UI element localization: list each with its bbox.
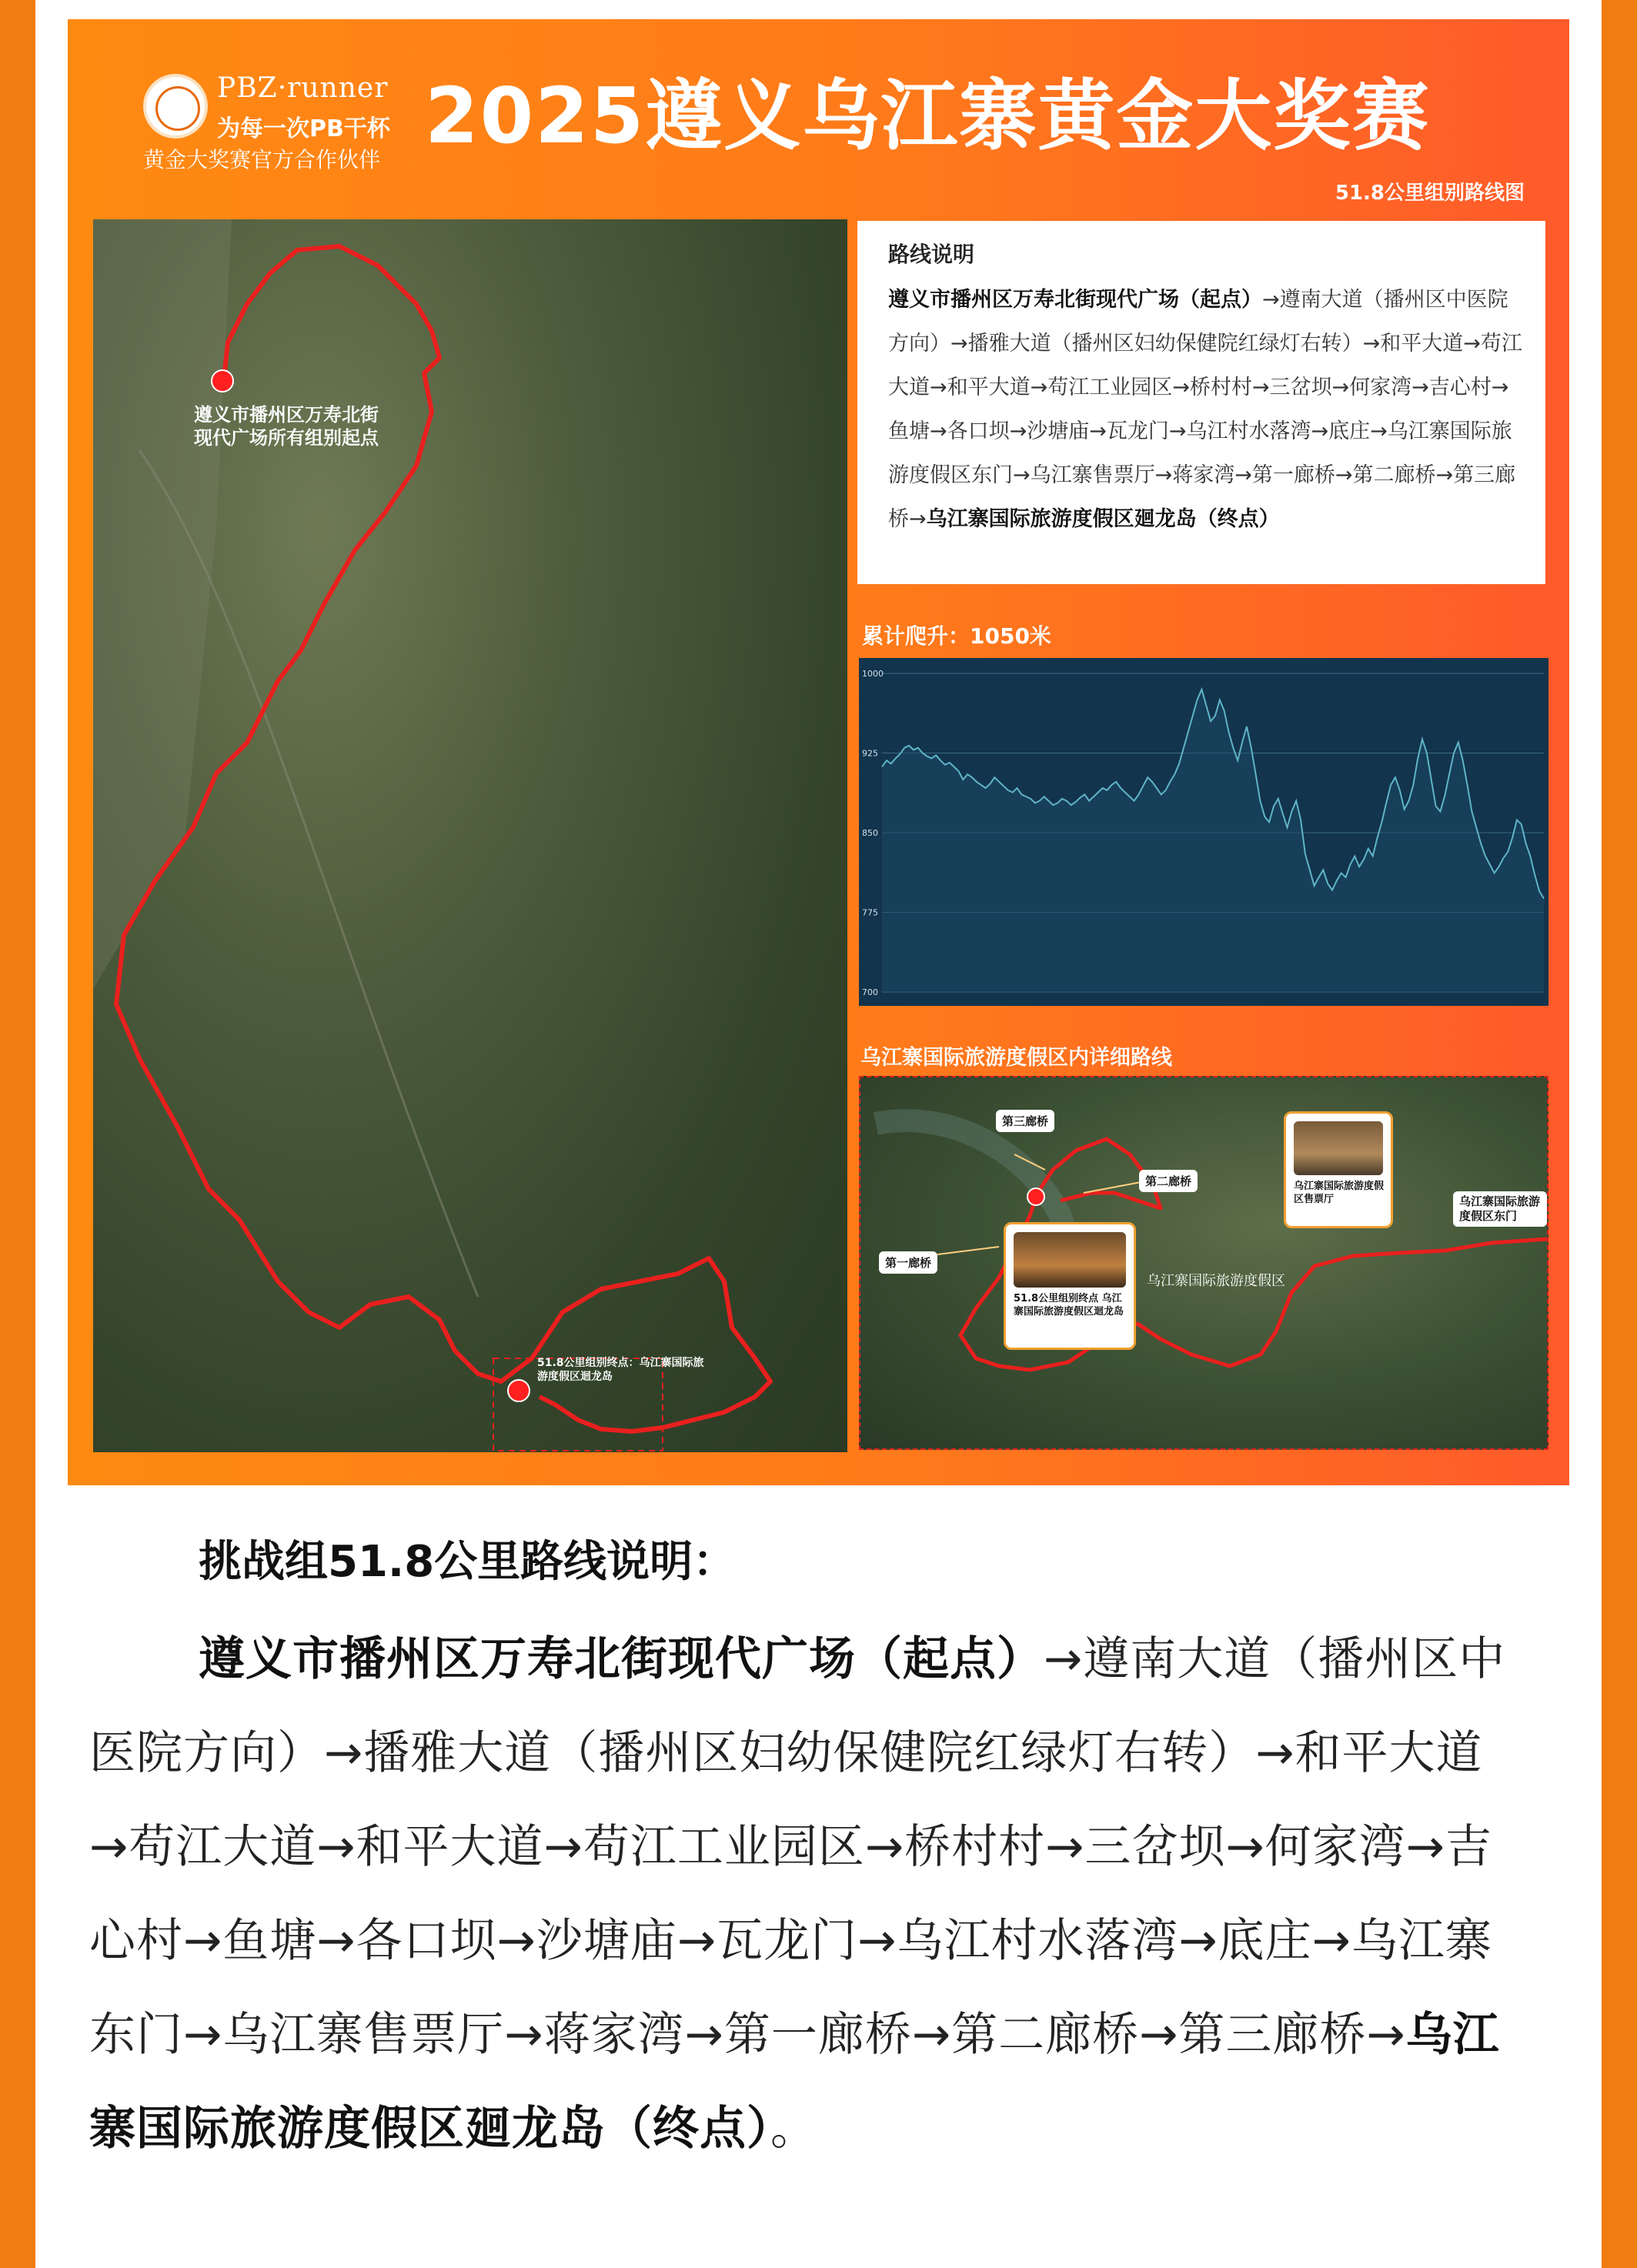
elev-tick-label: 850 <box>862 828 878 838</box>
detail-map-label: 乌江寨国际旅游度假区内详细路线 <box>860 1046 1172 1070</box>
logo-name: PBZ·runner <box>217 72 389 104</box>
route-text <box>888 278 1527 541</box>
map-subtitle: 51.8公里组别路线图 <box>1335 182 1525 205</box>
elevation-chart <box>859 658 1548 1006</box>
detail-map-svg <box>860 1077 1547 1448</box>
elev-tick-label: 925 <box>862 748 878 759</box>
finish-label: 51.8公里组别终点：乌江寨国际旅游度假区迴龙岛 <box>537 1357 704 1383</box>
description-middle: →遵南大道（播州区中医院方向）→播雅大道（播州区妇幼保健院红绿灯右转）→和平大道→苟江大道→和平大道→苟江工业园区→桥村村→三岔坝→何家湾→吉心村→鱼塘→各口坝→沙塘庙→瓦龙门→乌江村水落湾→底庄→乌江寨东门→乌江寨售票厅→蒋家湾→第一廊桥→第二廊桥→第三廊桥→ <box>89 1632 1506 2062</box>
logo-subtitle: 黄金大奖赛官方合作伙伴 <box>143 147 381 172</box>
finish-marker <box>508 1380 530 1401</box>
start-label: 遵义市播州区万寿北街现代广场所有组别起点 <box>194 404 379 449</box>
sponsor-logo <box>77 46 416 172</box>
ticket-hall-card <box>1284 1111 1393 1228</box>
description-tail: 。 <box>770 2102 817 2156</box>
route-start: 遵义市播州区万寿北街现代广场（起点） <box>888 288 1262 312</box>
elev-tick-label: 1000 <box>862 669 884 679</box>
detail-map <box>859 1076 1548 1450</box>
finish-photo <box>1014 1232 1126 1288</box>
elev-tick-label: 775 <box>862 907 878 918</box>
bridge1-tag: 第一廊桥 <box>879 1251 937 1274</box>
description-start: 遵义市播州区万寿北街现代广场（起点） <box>199 1632 1044 1686</box>
bridge3-tag: 第三廊桥 <box>996 1110 1054 1132</box>
elevation-gain-label: 累计爬升：1050米 <box>862 623 1051 649</box>
logo-seal-icon <box>143 74 208 139</box>
route-heading: 路线说明 <box>888 242 975 267</box>
route-middle: →遵南大道（播州区中医院方向）→播雅大道（播州区妇幼保健院红绿灯右转）→和平大道→苟江大道→和平大道→苟江工业园区→桥村村→三岔坝→何家湾→吉心村→鱼塘→各口坝→沙塘庙→瓦龙门→乌江村水落湾→底庄→乌江寨国际旅游度假区东门→乌江寨售票厅→蒋家湾→第一廊桥→第二廊桥→第三廊桥→ <box>888 288 1522 531</box>
resort-label: 乌江寨国际旅游度假区 <box>1147 1273 1285 1289</box>
description-body <box>89 1612 1521 2176</box>
ticket-hall-caption: 乌江寨国际旅游度假区售票厅 <box>1294 1181 1385 1205</box>
frame-left <box>0 0 35 2268</box>
route-description-box <box>857 221 1545 584</box>
ticket-hall-photo <box>1294 1121 1383 1175</box>
elev-area <box>882 690 1544 992</box>
description-title: 挑战组51.8公里路线说明： <box>199 1537 737 1587</box>
east-gate-tag: 乌江寨国际旅游度假区东门 <box>1453 1191 1547 1227</box>
bridge2-tag: 第二廊桥 <box>1139 1170 1198 1192</box>
finish-photo-card <box>1004 1222 1136 1350</box>
start-marker <box>212 370 233 392</box>
route-end: 乌江寨国际旅游度假区廻龙岛（终点） <box>926 507 1280 531</box>
elevation-chart-svg <box>859 658 1548 1006</box>
detail-finish-marker <box>1027 1188 1044 1205</box>
elev-tick-label: 700 <box>862 987 878 997</box>
finish-caption: 51.8公里组别终点 乌江寨国际旅游度假区迴龙岛 <box>1014 1293 1124 1318</box>
description-end: 乌江寨国际旅游度假区廻龙岛（终点） <box>89 2008 1500 2156</box>
frame-right <box>1602 0 1637 2268</box>
page-title: 2025遵义乌江寨黄金大奖赛 <box>425 71 1431 161</box>
logo-slogan: 为每一次PB干杯 <box>217 115 390 142</box>
